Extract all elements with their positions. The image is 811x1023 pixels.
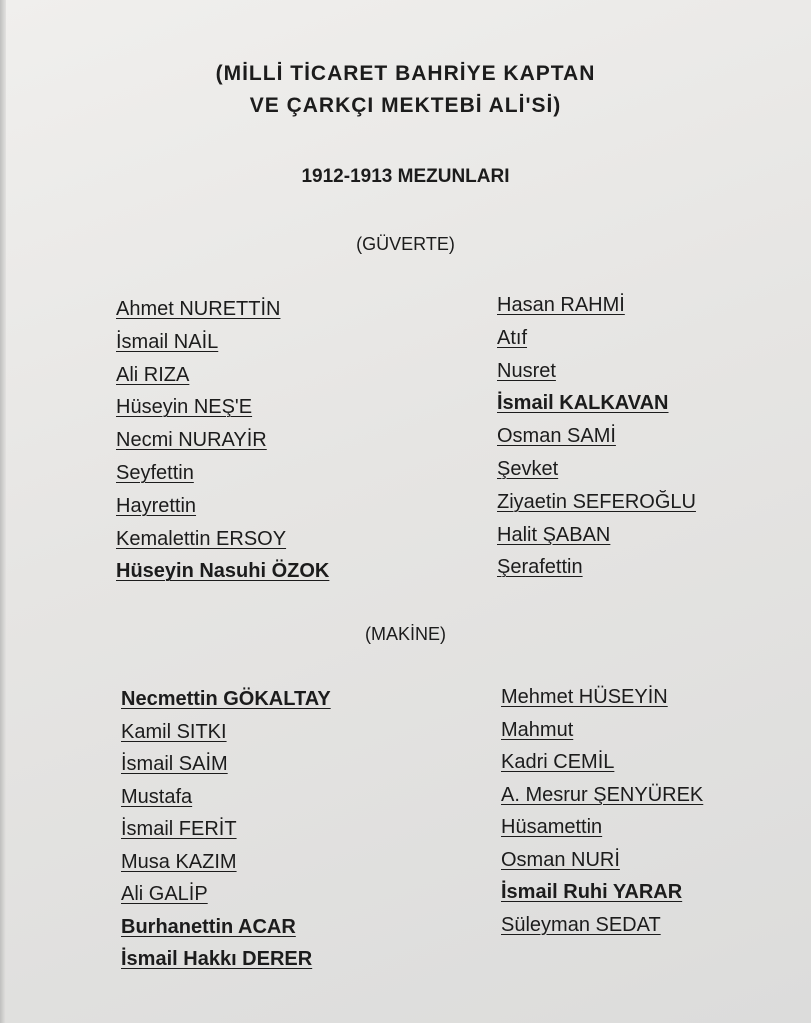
graduate-name: Hüseyin NEŞ'E — [116, 396, 253, 419]
graduate-name: Osman NURİ — [501, 848, 620, 871]
graduate-name: Necmettin GÖKALTAY — [121, 688, 331, 710]
graduate-name: Mehmet HÜSEYİN — [501, 686, 668, 708]
graduate-name: İsmail Hakkı DERER — [121, 948, 313, 970]
graduate-name: İsmail Ruhi YARAR — [501, 881, 683, 903]
graduate-name: Ali GALİP — [121, 883, 208, 905]
title-line-2: VE ÇARKÇI MEKTEBİ ALİ'Sİ) — [249, 94, 562, 117]
graduate-name: Şerafettin — [497, 556, 583, 579]
graduate-name: Süleyman SEDAT — [501, 913, 661, 936]
graduate-name: Necmi NURAYİR — [116, 429, 267, 452]
section-heading-guverte: (GÜVERTE) — [356, 234, 455, 254]
graduate-name: Nusret — [497, 359, 556, 382]
graduate-name: Seyfettin — [116, 462, 194, 484]
graduate-name: Mahmut — [501, 718, 574, 741]
graduate-name: Hasan RAHMİ — [497, 294, 625, 316]
graduate-name: İsmail KALKAVAN — [497, 392, 669, 415]
graduate-name: Şevket — [497, 458, 559, 480]
graduate-name: Kemalettin ERSOY — [116, 527, 287, 550]
graduate-name: İsmail FERİT — [121, 818, 237, 840]
graduate-name: Hüsamettin — [501, 816, 603, 838]
title-line-1: (MİLLİ TİCARET BAHRİYE KAPTAN — [215, 62, 596, 85]
subtitle: 1912-1913 MEZUNLARI — [301, 166, 510, 187]
graduate-name: Halit ŞABAN — [497, 523, 611, 546]
graduate-name: Atıf — [497, 326, 528, 349]
graduate-name: Ziyaetin SEFEROĞLU — [497, 490, 696, 513]
graduate-name: Osman SAMİ — [497, 425, 616, 448]
graduate-name: Musa KAZIM — [121, 850, 237, 873]
graduate-name: Burhanettin ACAR — [121, 915, 296, 938]
graduate-name: İsmail SAİM — [121, 753, 228, 775]
graduate-name: İsmail NAİL — [116, 330, 219, 353]
page-edge — [0, 0, 6, 1023]
graduate-name: Ali RIZA — [116, 363, 190, 386]
graduate-name: A. Mesrur ŞENYÜREK — [501, 783, 704, 806]
graduate-name: Hüseyin Nasuhi ÖZOK — [116, 560, 330, 583]
graduate-name: Kamil SITKI — [121, 720, 227, 743]
section-heading-makine: (MAKİNE) — [365, 624, 446, 644]
graduate-name: Mustafa — [121, 785, 193, 808]
graduate-name: Kadri CEMİL — [501, 751, 615, 773]
graduate-name: Hayrettin — [116, 494, 197, 517]
graduate-name: Ahmet NURETTİN — [116, 298, 281, 320]
